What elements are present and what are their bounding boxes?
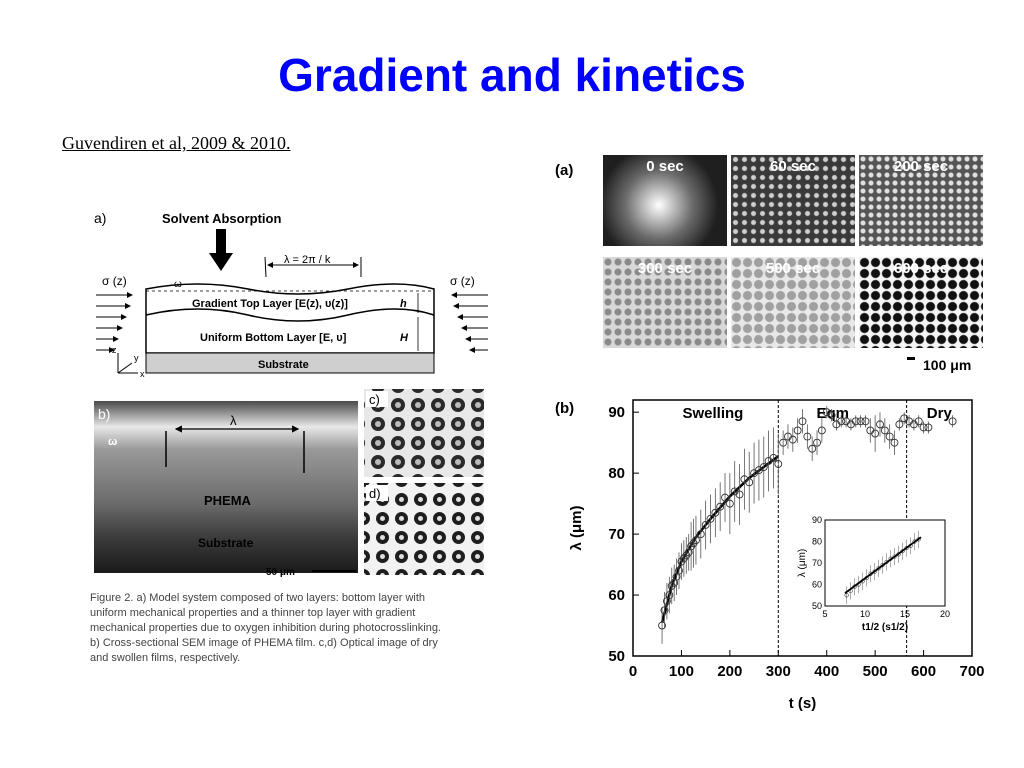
tile-600sec bbox=[859, 257, 983, 348]
solvent-absorption-label: Solvent Absorption bbox=[162, 211, 282, 226]
y-axis-label: λ (μm) bbox=[568, 505, 585, 551]
caption-line: mechanical properties due to oxygen inhibition during photocrosslinking. bbox=[90, 622, 441, 634]
axis-z-label: z bbox=[112, 345, 117, 355]
kinetics-chart bbox=[545, 390, 997, 718]
region-label: Dry bbox=[926, 405, 952, 422]
inset-x-tick-label: 20 bbox=[939, 609, 951, 619]
inset-x-tick-label: 10 bbox=[859, 609, 871, 619]
x-axis-label: t (s) bbox=[788, 695, 817, 712]
panel-a-label: a) bbox=[94, 210, 107, 226]
citation-link[interactable]: Guvendiren et al, 2009 & 2010. bbox=[62, 133, 291, 153]
tile-label: 300 sec bbox=[637, 260, 693, 277]
inset-x-tick-label: 15 bbox=[899, 609, 911, 619]
y-tick-label: 80 bbox=[608, 465, 625, 483]
uniform-bottom-layer-label: Uniform Bottom Layer [E, υ] bbox=[200, 332, 347, 344]
region-label: Eqm bbox=[816, 405, 850, 422]
scale-bar bbox=[907, 357, 915, 360]
sigma-right-label: σ (z) bbox=[450, 274, 475, 288]
right-figure bbox=[545, 150, 997, 718]
x-tick-label: 400 bbox=[814, 663, 840, 680]
caption-line: uniform mechanical properties and a thinner top layer with gradient bbox=[90, 607, 416, 619]
tile-label: 200 sec bbox=[893, 158, 949, 175]
panel-c-label: c) bbox=[369, 392, 380, 407]
down-arrow-icon bbox=[209, 229, 233, 271]
h-small-label: h bbox=[400, 298, 407, 310]
omega-label: ω bbox=[174, 279, 182, 290]
x-tick-label: 300 bbox=[765, 663, 791, 680]
substrate-b-label: Substrate bbox=[198, 536, 254, 550]
inset-x-tick-label: 5 bbox=[822, 609, 828, 619]
x-tick-label: 600 bbox=[911, 663, 937, 680]
slide-title: Gradient and kinetics bbox=[278, 49, 746, 101]
scale-label-right: 100 μm bbox=[923, 357, 972, 373]
y-tick-label: 70 bbox=[608, 526, 625, 544]
panel-d-label: d) bbox=[369, 486, 381, 501]
panel-b-label: b) bbox=[98, 406, 111, 422]
axis-x-label: x bbox=[140, 369, 145, 379]
inset-y-axis-label: λ (μm) bbox=[797, 548, 808, 578]
tile-label: 600 sec bbox=[893, 260, 949, 277]
stress-arrows-left bbox=[96, 295, 132, 350]
panel-a-label-right: (a) bbox=[555, 162, 574, 179]
x-tick-label: 0 bbox=[628, 663, 638, 680]
tile-0sec bbox=[603, 155, 727, 246]
fit-curve bbox=[662, 456, 778, 622]
x-tick-label: 500 bbox=[862, 663, 888, 680]
tile-200sec bbox=[859, 155, 983, 246]
inset-x-axis-label: t1/2 (s1/2) bbox=[861, 622, 909, 633]
inset-y-tick-label: 60 bbox=[811, 579, 822, 590]
left-figure bbox=[88, 205, 496, 683]
omega-b-label: ω bbox=[108, 436, 118, 448]
lambda-equation: λ = 2π / k bbox=[284, 254, 331, 266]
x-tick-label: 700 bbox=[959, 663, 985, 680]
y-tick-label: 50 bbox=[608, 648, 625, 665]
axis-y-label: y bbox=[134, 353, 139, 363]
y-tick-label: 90 bbox=[608, 404, 625, 422]
y-tick-label: 60 bbox=[608, 587, 625, 605]
caption-line: and swollen films, respectively. bbox=[90, 652, 241, 664]
inset-y-tick-label: 50 bbox=[811, 601, 822, 611]
phema-label: PHEMA bbox=[204, 493, 251, 508]
substrate-label: Substrate bbox=[258, 359, 309, 371]
panel-b-label-right: (b) bbox=[555, 400, 575, 417]
tile-60sec bbox=[731, 155, 855, 246]
tile-300sec bbox=[603, 257, 727, 348]
inset-y-tick-label: 70 bbox=[811, 558, 822, 568]
stress-arrows-right bbox=[452, 295, 488, 350]
tile-500sec bbox=[731, 257, 855, 348]
h-big-label: H bbox=[400, 332, 408, 344]
inset-y-tick-label: 90 bbox=[811, 515, 822, 525]
x-tick-label: 100 bbox=[668, 663, 694, 680]
tile-label: 500 sec bbox=[765, 260, 821, 277]
tile-label: 0 sec bbox=[646, 158, 684, 175]
caption-line: Figure 2. a) Model system composed of two layers: bottom layer with bbox=[90, 592, 426, 604]
inset-y-tick-label: 80 bbox=[811, 536, 822, 547]
tile-label: 60 sec bbox=[770, 158, 816, 175]
gradient-top-layer-label: Gradient Top Layer [E(z), υ(z)] bbox=[192, 298, 348, 310]
figure-caption bbox=[90, 591, 494, 666]
region-label: Swelling bbox=[682, 405, 744, 422]
x-tick-label: 200 bbox=[717, 663, 743, 680]
scale-b-label: 50 μm bbox=[266, 567, 295, 578]
caption-line: b) Cross-sectional SEM image of PHEMA film. c,d) Optical image of dry bbox=[90, 637, 438, 649]
sigma-left-label: σ (z) bbox=[102, 274, 127, 288]
lambda-b-label: λ bbox=[230, 413, 237, 428]
